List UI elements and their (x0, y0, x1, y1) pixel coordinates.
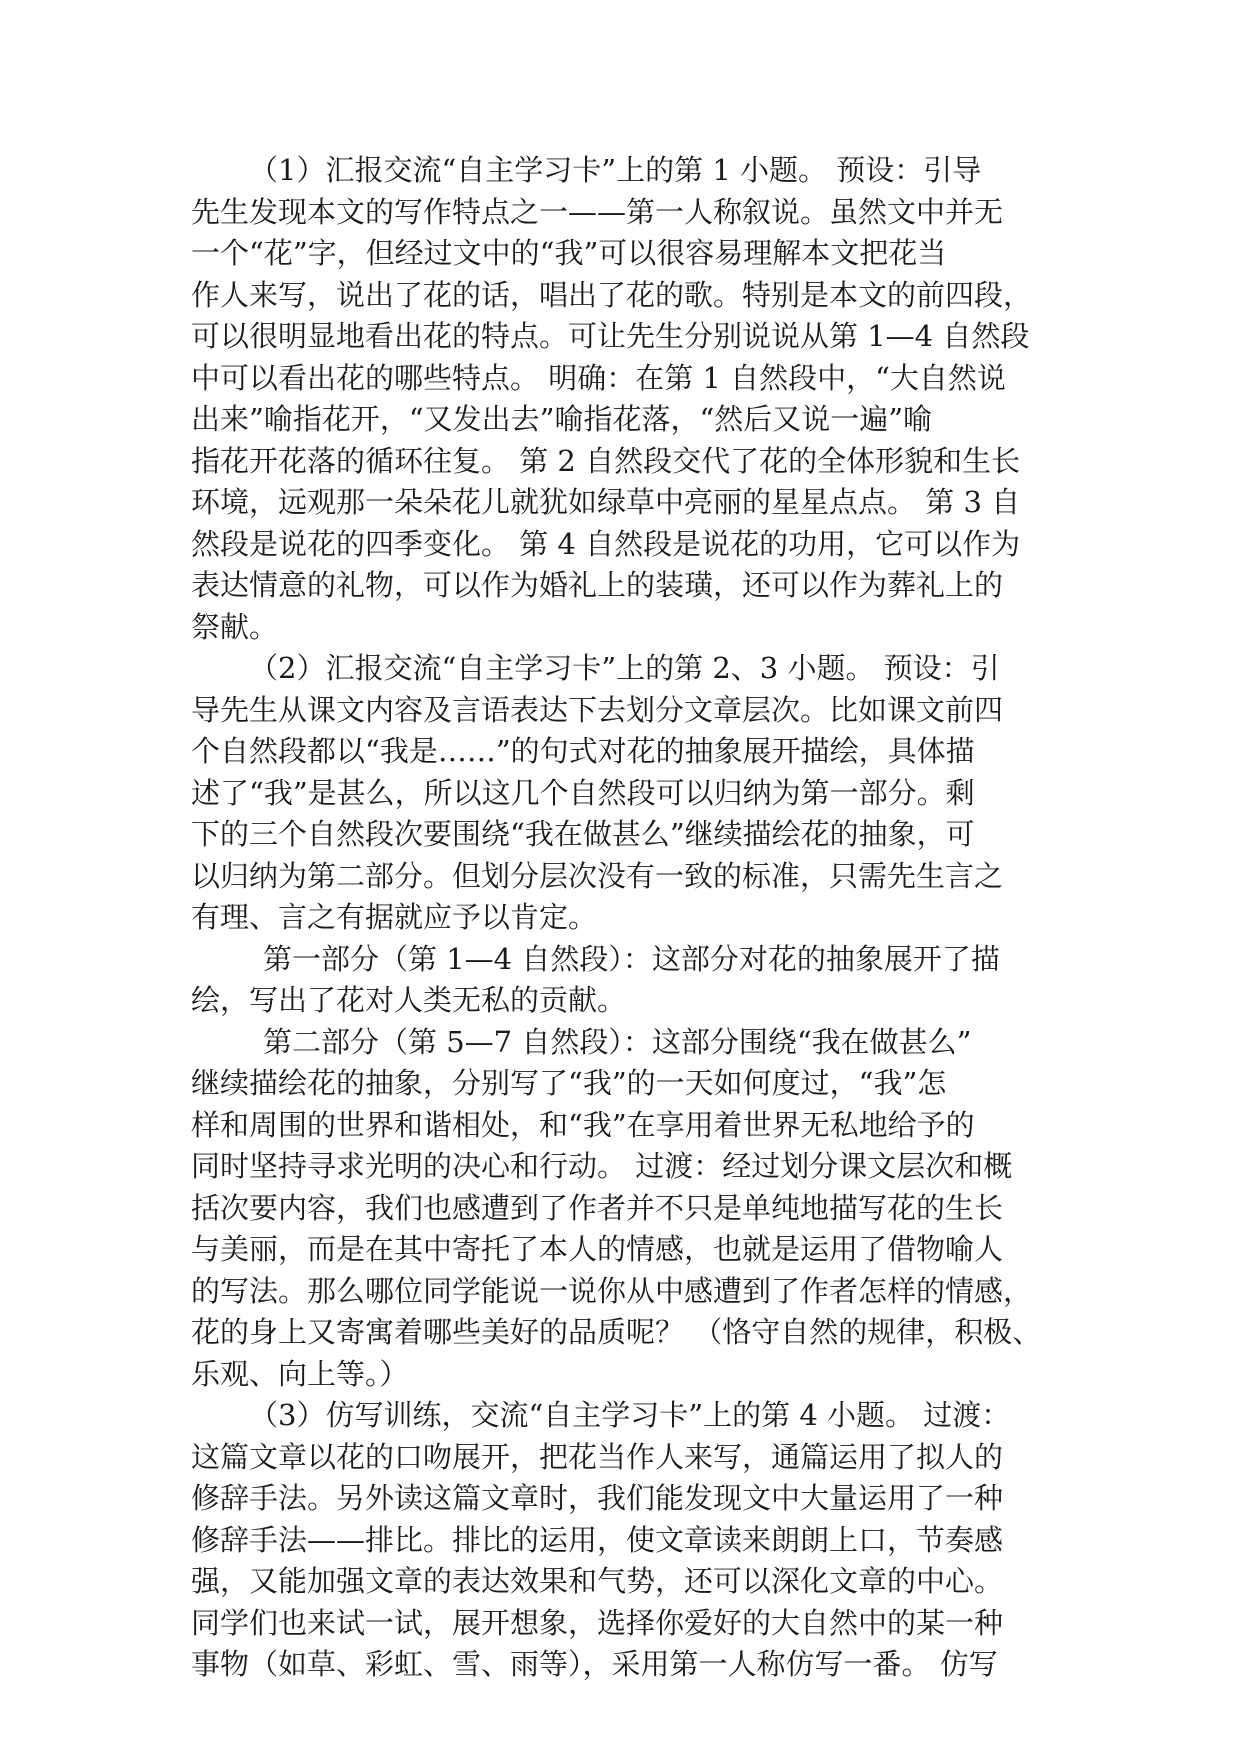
text-line: 绘，写出了花对人类无私的贡献。 (191, 983, 627, 1017)
text-line: 作人来写，说出了花的话，唱出了花的歌。特别是本文的前四段， (191, 277, 1033, 312)
text-line: 与美丽，而是在其中寄托了本人的情感，也就是运用了借物喻人 (191, 1232, 1004, 1266)
text-line: 可以很明显地看出花的特点。可让先生分别说说从第 1—4 自然段 (191, 319, 1030, 353)
text-line: 然段是说花的四季变化。 第 4 自然段是说花的功用，它可以作为 (191, 526, 1021, 561)
text-line: 以归纳为第二部分。但划分层次没有一致的标准，只需先生言之 (191, 858, 1004, 893)
text-line: 强，又能加强文章的表达效果和气势，还可以深化文章的中心。 (191, 1564, 1004, 1598)
text-line: 修辞手法——排比。排比的运用，使文章读来朗朗上口，节奏感 (191, 1522, 1004, 1557)
text-line: 个自然段都以“我是……”的句式对花的抽象展开描绘，具体描 (191, 734, 975, 768)
text-line: 修辞手法。另外读这篇文章时，我们能发现文中大量运用了一种 (191, 1481, 1004, 1515)
text-line: 出来”喻指花开，“又发出去”喻指花落，“然后又说一遍”喻 (191, 402, 933, 436)
text-line: 中可以看出花的哪些特点。 明确：在第 1 自然段中，“大自然说 (191, 360, 1006, 395)
text-line: 祭献。 (191, 609, 279, 644)
text-line: 的写法。那么哪位同学能说一说你从中感遭到了作者怎样的情感， (191, 1273, 1033, 1308)
text-line: 指花开花落的循环往复。 第 2 自然段交代了花的全体形貌和生长 (191, 443, 1021, 478)
text-line: （1）汇报交流“自主学习卡”上的第 1 小题。 预设：引导 (249, 153, 982, 187)
text-line: 同学们也来试一试，展开想象，选择你爱好的大自然中的某一种 (191, 1605, 1004, 1640)
text-line: 乐观、向上等。） (191, 1356, 409, 1391)
document-body (191, 150, 1071, 1686)
text-line: 花的身上又寄寓着哪些美好的品质呢？ （恪守自然的规律，积极、 (191, 1315, 1042, 1349)
text-line: 第一部分（第 1—4 自然段）：这部分对花的抽象展开了描 (263, 941, 1000, 976)
text-line: 样和周围的世界和谐相处，和“我”在享用着世界无私地给予的 (191, 1107, 975, 1142)
text-line: 继续描绘花的抽象，分别写了“我”的一天如何度过，“我”怎 (191, 1066, 947, 1100)
text-line: 下的三个自然段次要围绕“我在做甚么”继续描绘花的抽象，可 (191, 817, 975, 851)
text-line: （3）仿写训练，交流“自主学习卡”上的第 4 小题。 过渡： (249, 1398, 1011, 1432)
text-line: 这篇文章以花的口吻展开，把花当作人来写，通篇运用了拟人的 (191, 1439, 1004, 1474)
text-line: 先生发现本文的写作特点之一——第一人称叙说。虽然文中并无 (191, 194, 1004, 229)
text-line: 同时坚持寻求光明的决心和行动。 过渡：经过划分课文层次和概 (191, 1149, 1013, 1183)
text-line: 有理、言之有据就应予以肯定。 (191, 900, 598, 934)
text-line: 第二部分（第 5—7 自然段）：这部分围绕“我在做甚么” (263, 1024, 972, 1059)
text-line: 环境，远观那一朵朵花儿就犹如绿草中亮丽的星星点点。 第 3 自 (191, 485, 1021, 519)
text-line: 表达情意的礼物，可以作为婚礼上的装璜，还可以作为葬礼上的 (191, 568, 1004, 602)
text-line: 事物（如草、彩虹、雪、雨等），采用第一人称仿写一番。 仿写 (191, 1647, 998, 1681)
text-line: 括次要内容，我们也感遭到了作者并不只是单纯地描写花的生长 (191, 1190, 1004, 1225)
text-line: 述了“我”是甚么，所以这几个自然段可以归纳为第一部分。剩 (191, 775, 975, 810)
text-line: 导先生从课文内容及言语表达下去划分文章层次。比如课文前四 (191, 692, 1004, 727)
text-line: 一个“花”字，但经过文中的“我”可以很容易理解本文把花当 (191, 236, 947, 270)
text-line: （2）汇报交流“自主学习卡”上的第 2、3 小题。 预设：引 (249, 651, 1000, 685)
